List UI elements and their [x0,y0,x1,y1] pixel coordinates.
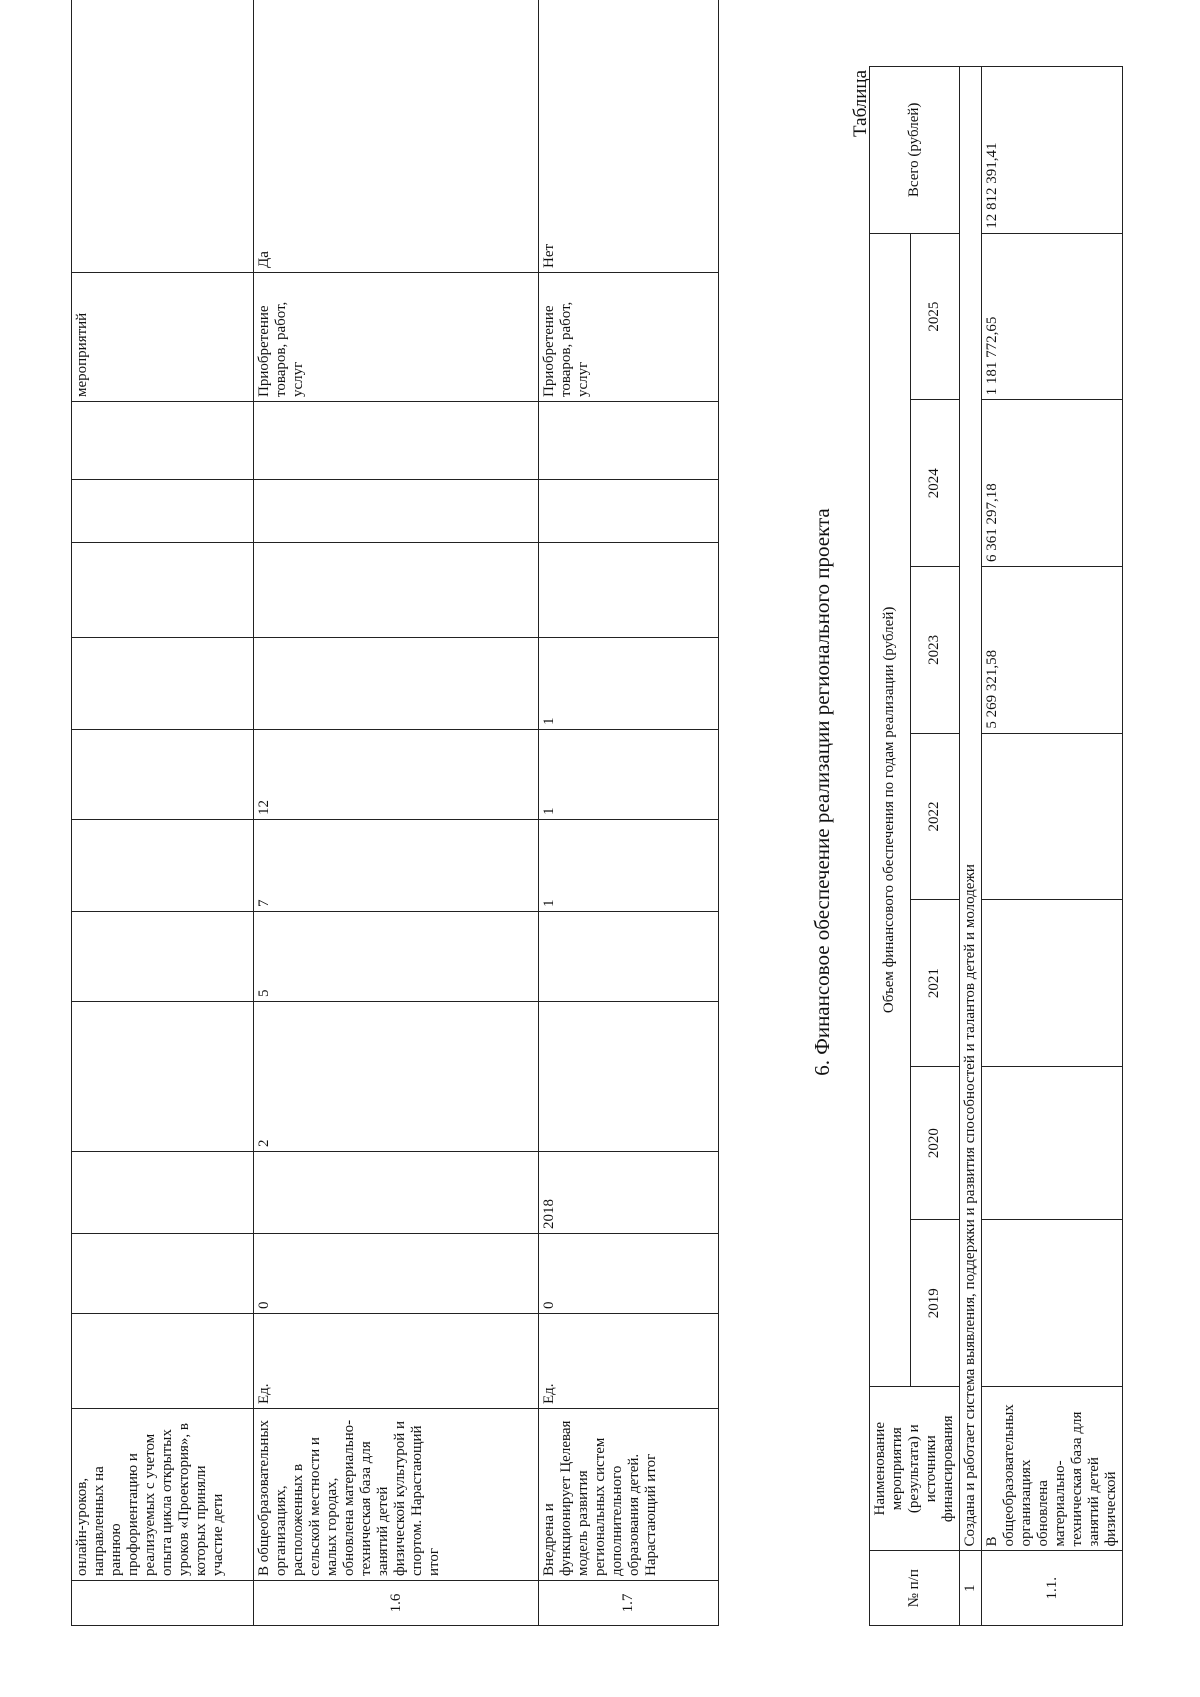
value-2021-cell: 1 [539,820,719,912]
value-2022-cell [982,733,1123,900]
type-cell: мероприятий [72,273,254,402]
num-header: № п/п [870,1551,960,1626]
base-value-cell: 0 [539,1234,719,1314]
group-header: Объем финансового обеспечения по годам реализации (рублей) [870,233,911,1386]
section-row [960,67,982,1626]
section-row-text: Создана и работает система выявления, поддержки и развития способностей и талантов детей и молодежи [960,67,982,1551]
row-number: 1.7 [539,1581,719,1626]
result-name: В общеобразовательных организациях обновлена материально-техническая база для занятий детей физической [982,1387,1123,1551]
empty-cell [254,402,539,480]
row-number [72,1581,254,1626]
value-2025-cell [539,480,719,543]
header-row [870,67,911,1626]
year-header: 2024 [910,400,959,567]
result-name: В общеобразовательных организациях, расположенных в сельской местности и малых городах, обновлена материально-техническая база для занятий детей физической культурой и спортом. Нарастающий итог [254,1409,539,1581]
year-header: 2023 [910,567,959,734]
result-name: онлайн-уроков, направленных на раннюю профориентацию и реализуемых с учетом опыта цикла открытых уроков «Проектория», в которых приняли участие дети [72,1409,254,1581]
type-cell: Приобретение товаров, работ, услуг [539,273,719,402]
year-header: 2021 [910,900,959,1067]
unit-cell: Ед. [539,1314,719,1409]
value-2023-cell [72,638,254,730]
base-year-cell: 2018 [539,1152,719,1234]
value-2021-cell: 7 [254,820,539,912]
value-2025-cell [254,480,539,543]
flag-cell [72,0,254,273]
base-value-cell [72,1234,254,1314]
table-row [72,0,254,1626]
value-2020-cell [982,1066,1123,1219]
section-title: 6. Финансовое обеспечение реализации регионального проекта [810,508,834,1076]
value-2019-cell [539,1002,719,1152]
year-header: 2020 [910,1066,959,1219]
value-2024-cell: 6 361 297,18 [982,400,1123,567]
value-2024-cell [254,543,539,638]
value-2022-cell [72,730,254,820]
value-2024-cell [539,543,719,638]
year-header: 2022 [910,733,959,900]
value-2019-cell: 2 [254,1002,539,1152]
value-2020-cell [72,912,254,1002]
total-cell: 12 812 391,41 [982,67,1123,234]
year-header: 2019 [910,1220,959,1387]
value-2022-cell: 1 [539,730,719,820]
table-label: Таблица [850,69,871,137]
table-row [982,67,1123,1626]
value-2022-cell: 12 [254,730,539,820]
result-name: Внедрена и функционирует Целевая модель развития региональных систем дополнительного образования детей. Нарастающий итог [539,1409,719,1581]
base-year-cell [254,1152,539,1234]
value-2023-cell: 1 [539,638,719,730]
total-header: Всего (рублей) [870,67,960,234]
value-2024-cell [72,543,254,638]
results-table [71,0,719,1626]
row-number: 1 [960,1551,982,1626]
unit-cell [72,1314,254,1409]
value-2025-cell [72,480,254,543]
value-2020-cell: 5 [254,912,539,1002]
value-2025-cell: 1 181 772,65 [982,233,1123,400]
base-value-cell: 0 [254,1234,539,1314]
name-header: Наименование мероприятия (результата) и источники финансирования [870,1387,960,1551]
value-2020-cell [539,912,719,1002]
finance-table [869,66,1123,1626]
year-header: 2025 [910,233,959,400]
value-2019-cell [982,1220,1123,1387]
table-row [254,0,539,1626]
empty-cell [72,402,254,480]
table-row [539,0,719,1626]
empty-cell [539,402,719,480]
value-2021-cell [72,820,254,912]
unit-cell: Ед. [254,1314,539,1409]
flag-cell: Нет [539,0,719,273]
value-2023-cell [254,638,539,730]
flag-cell: Да [254,0,539,273]
row-number: 1.6 [254,1581,539,1626]
value-2023-cell: 5 269 321,58 [982,567,1123,734]
row-number: 1.1. [982,1551,1123,1626]
value-2021-cell [982,900,1123,1067]
value-2019-cell [72,1002,254,1152]
base-year-cell [72,1152,254,1234]
type-cell: Приобретение товаров, работ, услуг [254,273,539,402]
